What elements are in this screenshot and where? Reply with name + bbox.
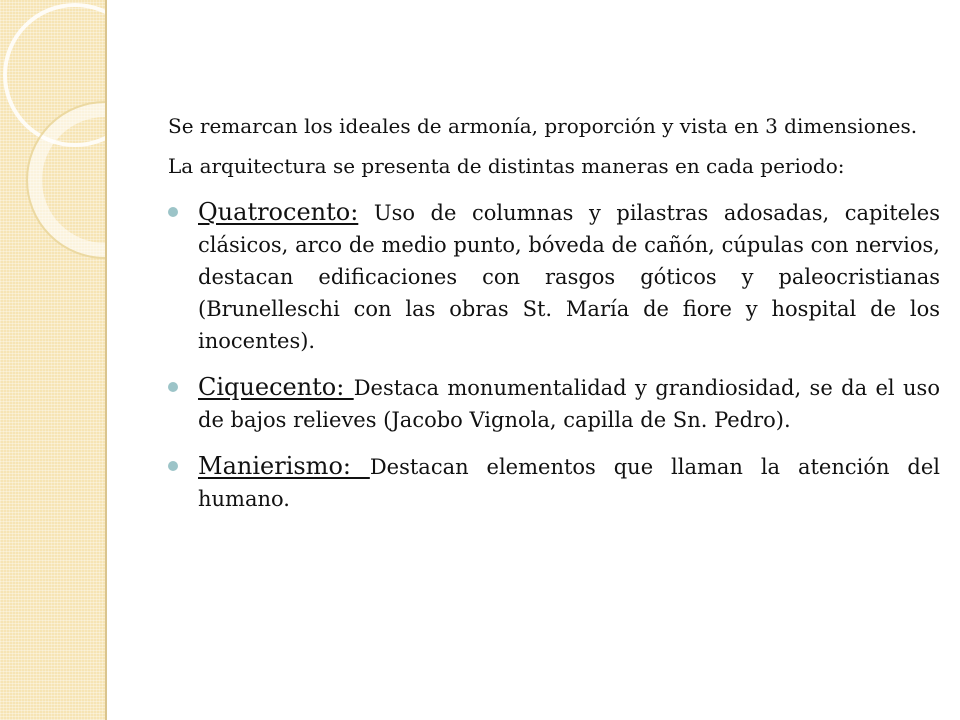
decorative-sidebar	[0, 0, 105, 720]
bullet-quatrocento	[168, 196, 940, 357]
bullet-text: Destaca monumentalidad y grandiosidad, se da el uso de bajos relieves (Jacobo Vignola, capilla de Sn. Pedro).	[198, 376, 940, 432]
bullet-text: Uso de columnas y pilastras adosadas, capiteles clásicos, arco de medio punto, bóveda de cañón, cúpulas con nervios, destacan edificaciones con rasgos góticos y paleocristianas (Brunelleschi con las obras St. María de fiore y hospital de los inocentes).	[198, 201, 940, 353]
decorative-rings-icon	[0, 0, 105, 720]
intro-paragraph: Se remarcan los ideales de armonía, proporción y vista en 3 dimensiones.	[168, 114, 918, 138]
bullet-text: Destacan elementos que llaman la atención del humano.	[198, 455, 940, 511]
bullet-manierismo	[168, 450, 940, 515]
bullet-term: Ciquecento:	[198, 373, 354, 401]
slide-content	[168, 110, 940, 529]
bullet-dot-icon	[168, 461, 178, 471]
bullet-dot-icon	[168, 382, 178, 392]
bullet-term: Quatrocento:	[198, 198, 359, 226]
bullet-dot-icon	[168, 207, 178, 217]
bullet-term: Manierismo:	[198, 452, 370, 480]
bullet-ciquecento	[168, 371, 940, 436]
lead-paragraph: La arquitectura se presenta de distintas maneras en cada periodo:	[168, 154, 845, 178]
sidebar-divider	[105, 0, 107, 720]
